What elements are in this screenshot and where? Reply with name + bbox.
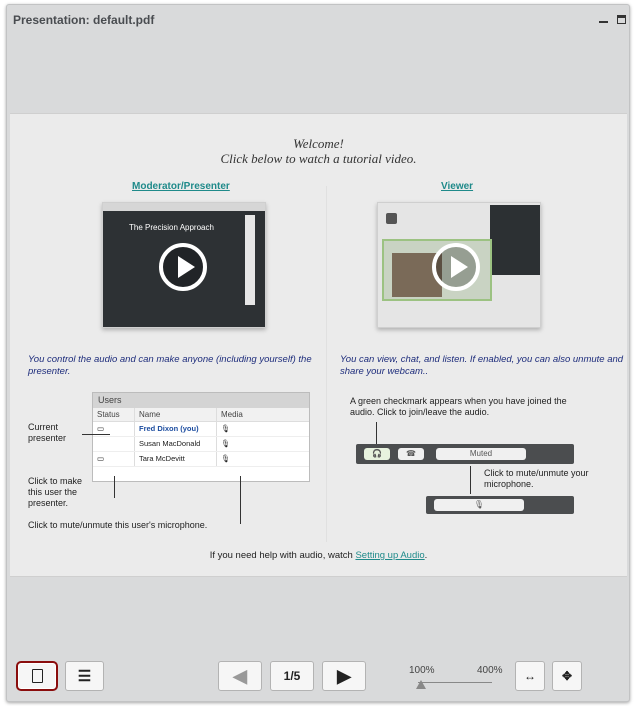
thumb-title: The Precision Approach xyxy=(129,223,214,232)
welcome-line-1: Welcome! xyxy=(293,136,344,151)
presentation-window xyxy=(6,4,630,702)
col-name: Name xyxy=(135,408,217,421)
note-checkmark: A green checkmark appears when you have joined the audio. Click to join/leave the audio. xyxy=(350,396,567,417)
annotation-arrow xyxy=(82,434,110,435)
moderator-video-thumbnail[interactable] xyxy=(102,202,266,328)
users-panel-header xyxy=(93,393,309,408)
window-title: Presentation: default.pdf xyxy=(13,13,155,27)
user-name: Fred Dixon (you) xyxy=(135,422,217,436)
horizontal-arrows-icon: ↔ xyxy=(524,669,536,683)
viewer-video-thumbnail[interactable] xyxy=(377,202,541,328)
mic-icon: 🎙 xyxy=(221,424,231,433)
gear-icon xyxy=(386,213,397,224)
presenter-icon: ▭ xyxy=(93,422,135,436)
presentation-slide xyxy=(10,113,627,577)
help-suffix: . xyxy=(424,550,428,561)
col-status: Status xyxy=(93,408,135,421)
thumb-tools xyxy=(245,215,255,305)
make-presenter-icon: ▭ xyxy=(93,452,135,466)
mic-icon: 🎙 xyxy=(434,499,524,511)
mic-bar-illustration xyxy=(426,496,574,514)
fit-to-width-button[interactable] xyxy=(65,661,104,691)
align-icon: ☰ xyxy=(77,668,92,685)
next-slide-button[interactable] xyxy=(322,661,366,691)
welcome-line-2: Click below to watch a tutorial video. xyxy=(220,151,417,166)
zoom-slider-track[interactable] xyxy=(418,682,492,683)
muted-label: Muted xyxy=(436,448,526,460)
setting-up-audio-link[interactable]: Setting up Audio xyxy=(355,550,425,561)
note-mute-mic: Click to mute/unmute your microphone. xyxy=(484,468,589,489)
minimize-button[interactable] xyxy=(599,17,608,23)
table-row xyxy=(93,452,309,467)
annotation-arrow xyxy=(376,422,377,444)
play-icon xyxy=(159,243,207,291)
zoom-slider-handle[interactable] xyxy=(416,680,426,689)
previous-slide-button[interactable] xyxy=(218,661,262,691)
audio-bar-illustration xyxy=(356,444,574,464)
headset-icon: 🎧 xyxy=(364,448,390,460)
moderator-description: You control the audio and can make anyone (including yourself) the presenter. xyxy=(28,354,312,377)
fit-width-toggle-button[interactable] xyxy=(515,661,545,691)
thumb-toolbar xyxy=(103,203,265,211)
moderator-heading-link[interactable]: Moderator/Presenter xyxy=(132,181,230,192)
play-icon xyxy=(432,243,480,291)
viewer-description: You can view, chat, and listen. If enabled, you can also unmute and share your webcam.. xyxy=(340,354,624,377)
note-make-presenter: Click to make this user the presenter. xyxy=(28,476,83,508)
mic-icon: 🎙 xyxy=(221,439,231,448)
note-mute-user: Click to mute/unmute this user's microphone. xyxy=(28,520,208,530)
annotation-arrow xyxy=(470,466,471,494)
move-icon: ✥ xyxy=(561,669,573,683)
users-columns xyxy=(93,408,309,422)
welcome-text xyxy=(10,136,627,166)
phone-icon: ☎ xyxy=(398,448,424,460)
mic-toggle-icon: 🎙 xyxy=(221,454,231,463)
user-name: Susan MacDonald xyxy=(135,437,217,451)
viewer-heading-link[interactable]: Viewer xyxy=(441,181,474,192)
upload-icon xyxy=(32,669,43,683)
col-media: Media xyxy=(221,410,243,419)
arrow-right-icon: ▶ xyxy=(337,665,351,686)
upload-document-button[interactable] xyxy=(16,661,58,691)
users-panel-illustration xyxy=(92,392,310,482)
zoom-max-label: 400% xyxy=(477,665,503,676)
column-divider xyxy=(326,186,327,542)
table-row xyxy=(93,422,309,437)
zoom-min-label: 100% xyxy=(409,665,435,676)
page-indicator-button[interactable]: 1/5 xyxy=(270,661,314,691)
annotation-arrow xyxy=(114,476,115,498)
thumb-whiteboard xyxy=(490,205,540,275)
help-prefix: If you need help with audio, watch xyxy=(209,550,356,561)
table-row xyxy=(93,437,309,452)
maximize-button[interactable] xyxy=(617,15,626,24)
user-name: Tara McDevitt xyxy=(135,452,217,466)
move-pan-button[interactable] xyxy=(552,661,582,691)
note-current-presenter: Current presenter xyxy=(28,422,67,443)
arrow-left-icon: ◀ xyxy=(233,665,247,686)
status-cell xyxy=(93,437,135,451)
audio-help-text xyxy=(10,550,627,561)
annotation-arrow xyxy=(240,476,241,524)
users-panel-title: Users xyxy=(98,395,122,405)
